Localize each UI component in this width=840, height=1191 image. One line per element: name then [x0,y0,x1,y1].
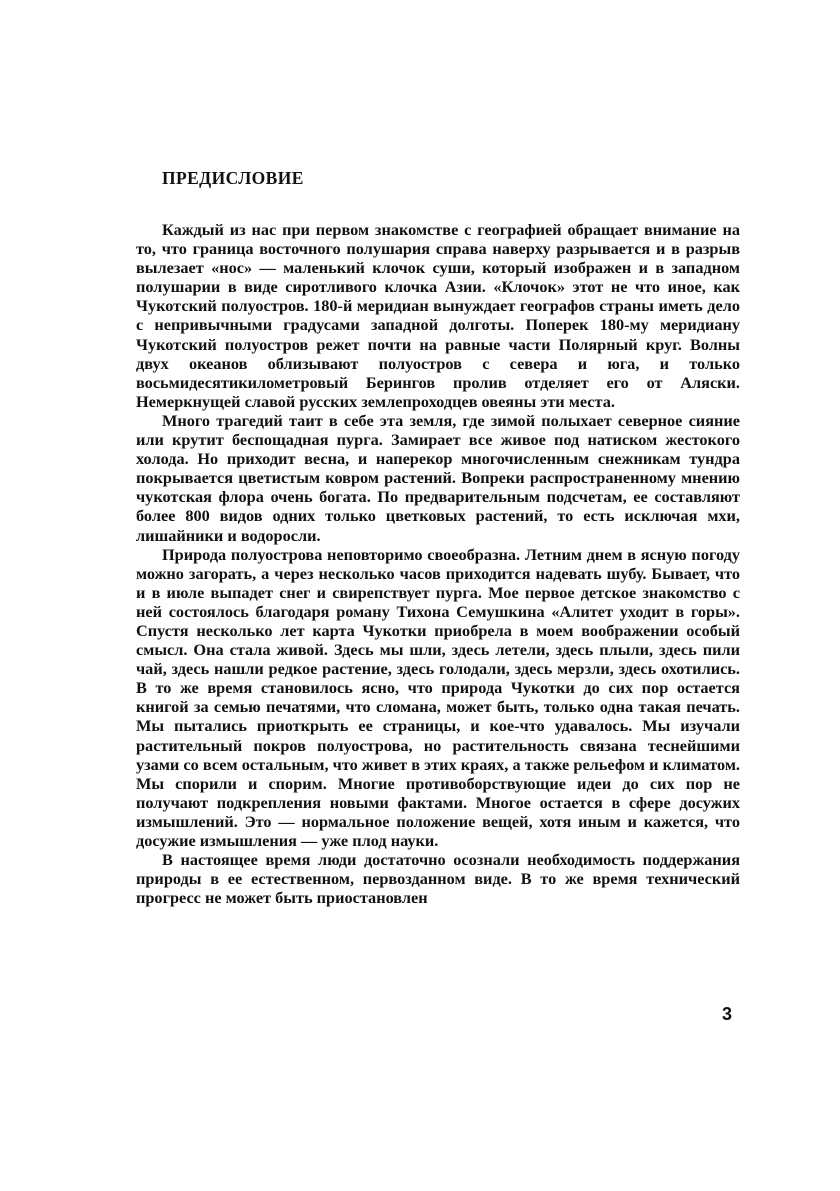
page-heading: ПРЕДИСЛОВИЕ [162,168,304,188]
paragraph-2: Много трагедий таит в себе эта земля, где зимой полыхает северное сияние или крутит беспощадная пурга. Замирает все живое под натиском жестокого холода. Но приходит весна, и наперекор многочисленным снежникам тундра покрывается цветистым ковром растений. Вопреки распространенному мнению чукотская флора очень богата. По предварительным подсчетам, ее составляют более 800 видов одних только цветковых растений, то есть исключая мхи, лишайники и водоросли. [136,410,740,545]
body-text [136,220,740,907]
paragraph-4: В настоящее время люди достаточно осознали необходимость поддержания природы в ее естественном, первозданном виде. В то же время технический прогресс не может быть приостановлен [136,850,740,908]
page-number: 3 [722,1004,733,1024]
paragraph-3: Природа полуострова неповторимо своеобразна. Летним днем в ясную погоду можно загорать, а через несколько часов приходится надевать шубу. Бывает, что и в июле выпадет снег и свирепствует пурга. Мое первое детское знакомство с ней состоялось благодаря роману Тихона Семушкина «Алитет уходит в горы». Спустя несколько лет карта Чукотки приобрела в моем воображении особый смысл. Она стала живой. Здесь мы шли, здесь летели, здесь плыли, здесь пили чай, здесь нашли редкое растение, здесь голодали, здесь мерзли, здесь охотились. В то же время становилось ясно, что природа Чукотки до сих пор остается книгой за семью печатями, что сломана, может быть, только одна такая печать. Мы пытались приоткрыть ее страницы, и кое-что удавалось. Мы изучали растительный покров полуострова, но растительность связана теснейшими узами со всем остальным, что живет в этих краях, а также рельефом и климатом. Мы спорили и спорим. Многие противоборствующие идеи до сих пор не получают подкрепления новыми фактами. Многое остается в сфере досужих измышлений. Это — нормальное положение вещей, хотя иным и кажется, что досужие измышления — уже плод науки. [136,544,740,850]
paragraph-1: Каждый из нас при первом знакомстве с географией обращает внимание на то, что граница восточного полушария справа наверху разрывается и в разрыв вылезает «нос» — маленький клочок суши, который изображен и в западном полушарии в виде сиротливого клочка Азии. «Клочок» этот не что иное, как Чукотский полуостров. 180-й меридиан вынуждает географов страны иметь дело с непривычными градусами западной долготы. Поперек 180-му меридиану Чукотский полуостров режет почти на равные части Полярный круг. Волны двух океанов облизывают полуостров с севера и юга, и только восьмидесятикилометровый Берингов пролив отделяет его от Аляски. Немеркнущей славой русских землепроходцев овеяны эти места. [136,220,740,411]
